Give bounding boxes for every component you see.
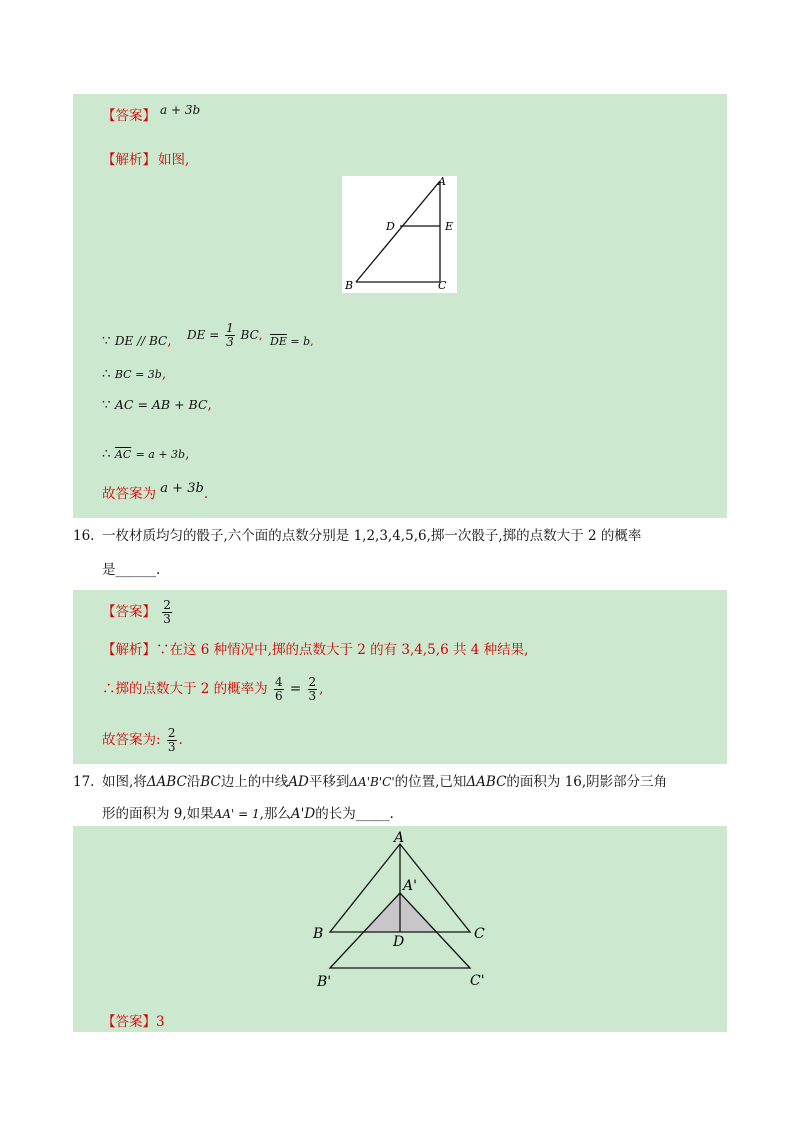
analysis-intro-15: 如图, (158, 152, 190, 168)
answer-16: 【答案】 $\frac{2}{3}$ (102, 598, 171, 626)
label-A: A (394, 830, 405, 846)
derivation-line-2: ∴ BC = 3b, (102, 366, 167, 382)
derivation-line-3: ∵ AC = AB + BC, (102, 397, 212, 413)
label-E: E (445, 220, 454, 233)
conclusion-15: 故答案为 a + 3b. (102, 481, 209, 502)
question-number-16: 16. (73, 528, 95, 544)
label-D: D (393, 934, 405, 950)
vector-de-statement: $\overline{DE} = b$, (270, 335, 314, 348)
question-number-17: 17. (73, 774, 95, 790)
question-text-16-line1: 一枚材质均匀的骰子,六个面的点数分别是 1,2,3,4,5,6,掷一次骰子,掷的点数大于 2 的概率 (102, 528, 642, 544)
label-B: B (345, 279, 354, 292)
derivation-line-4: ∴ $\overline{AC} = a + 3b$, (102, 446, 190, 462)
derivation-line-1: ∵ DE // BC, (102, 333, 172, 349)
analysis-16: 【解析】∵在这 6 种情况中,掷的点数大于 2 的有 3,4,5,6 共 4 种结果, (102, 642, 529, 658)
blank-16: ______ (115, 562, 156, 578)
label-A: A (438, 176, 446, 188)
question-text-17-line2: 形的面积为 9,如果AA' = 1,那么A'D的长为_____. (102, 806, 394, 822)
question-text-16-line2: 是______. (102, 562, 161, 578)
because-symbol: ∵ (102, 333, 111, 349)
analysis-label-15: 【解析】 (102, 152, 156, 168)
label-C: C (474, 926, 485, 942)
blank-17: _____ (355, 806, 390, 822)
probability-statement-16: ∴掷的点数大于 2 的概率为 $\frac{4}{6}$ = $\frac{2}{3}$ , (102, 675, 324, 703)
label-C: C (438, 279, 447, 292)
answer-17: 【答案】3 (102, 1014, 165, 1030)
figure-svg-15 (342, 176, 457, 293)
figure-trapezoid (342, 176, 457, 293)
answer-value-15: a + 3b (160, 103, 201, 117)
label-B-prime: B' (317, 974, 332, 990)
figure-translated-triangles (300, 828, 500, 993)
ratio-statement: DE = $\frac{1}{3}$ BC, (187, 321, 263, 349)
label-C-prime: C' (470, 973, 485, 989)
label-A-prime: A' (403, 878, 417, 894)
parallel-statement: DE // BC (114, 334, 168, 348)
label-B: B (313, 926, 324, 942)
question-text-17-line1: 如图,将ΔABC沿BC边上的中线AD平移到ΔA'B'C'的位置,已知ΔABC的面积为 16,阴影部分三角 (102, 774, 668, 790)
label-D: D (386, 220, 395, 233)
answer-label-15: 【答案】 (102, 108, 156, 124)
conclusion-16: 故答案为: $\frac{2}{3}$ . (102, 726, 183, 754)
